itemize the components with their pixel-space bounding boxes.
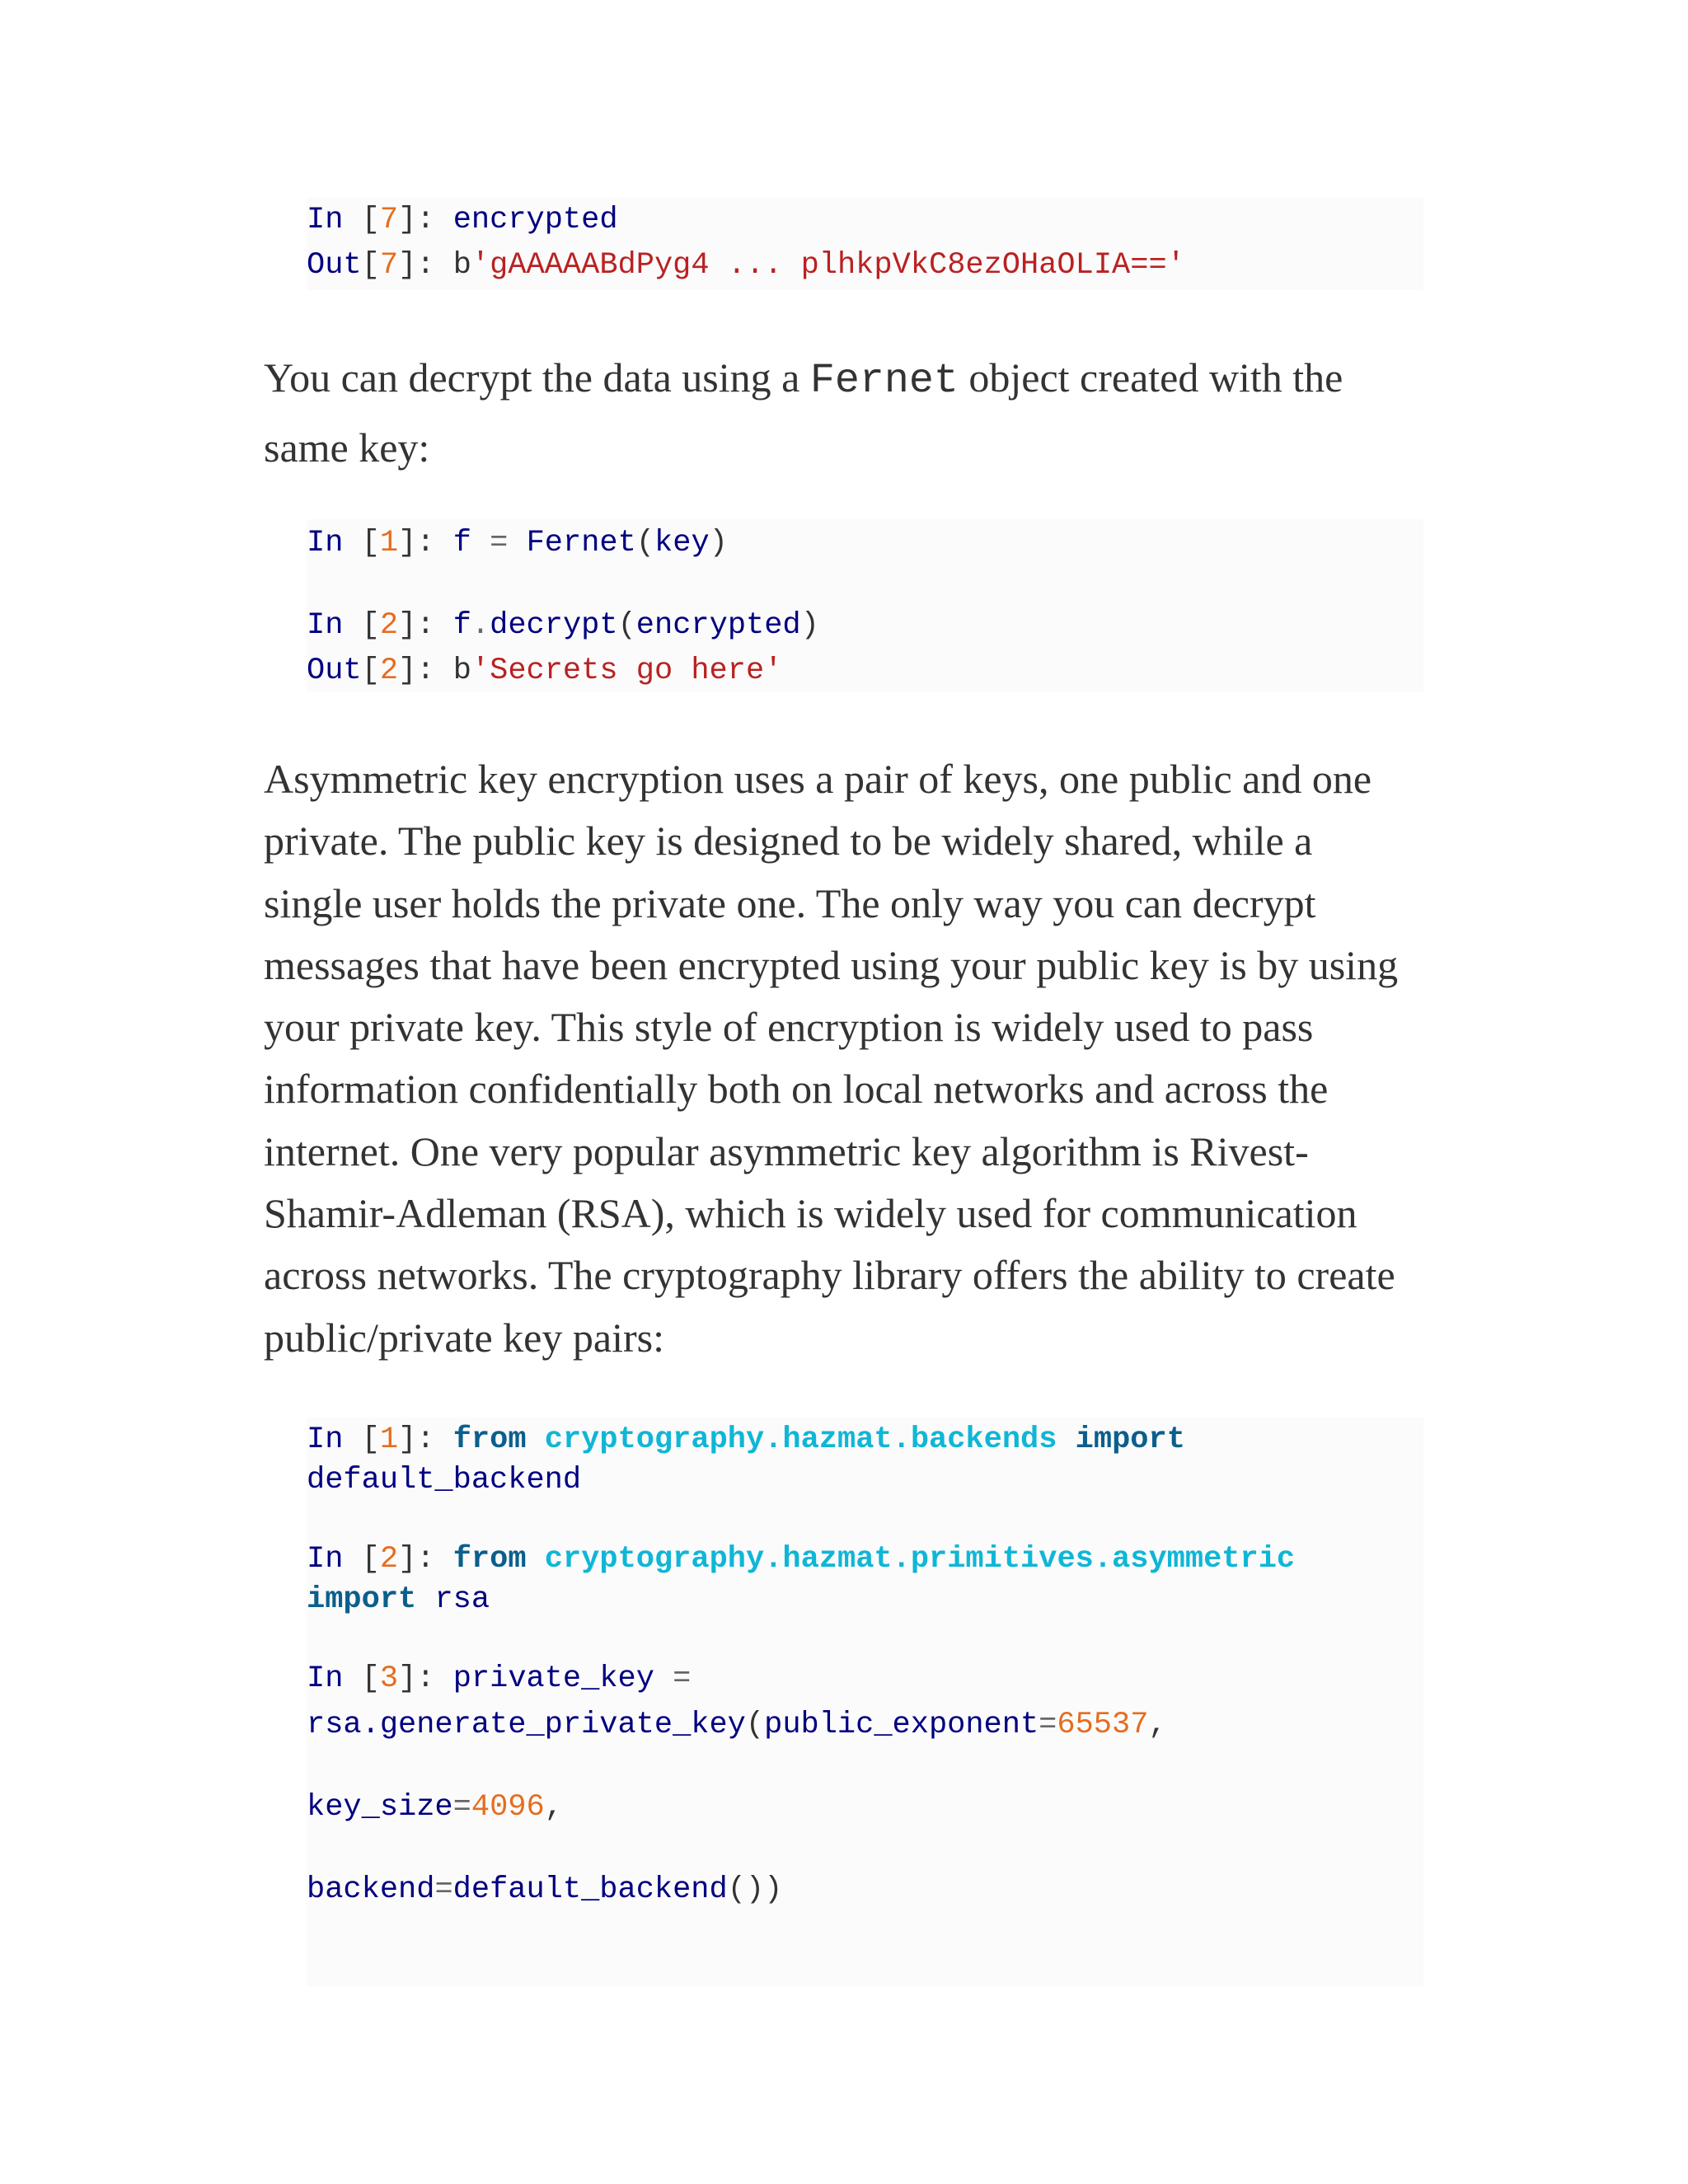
code-line (307, 1577, 490, 1623)
code-identifier: f (452, 608, 471, 643)
paragraph-line (264, 344, 1451, 415)
prompt-label: In (307, 608, 344, 643)
code-line: In [1]: f = Fernet(key) (307, 526, 728, 560)
prompt-number: 3 (379, 1661, 399, 1696)
prompt-label: Out (307, 248, 362, 283)
module-name: cryptography.hazmat.backends (544, 1422, 1057, 1457)
code-line: In [2]: from cryptography.hazmat.primitives.asymmetric (307, 1542, 1296, 1577)
code-identifier: rsa.generate_private_key (307, 1708, 746, 1742)
code-line: Out[2]: b'Secrets go here' (307, 654, 783, 688)
paragraph-line: single user holds the private one. The only way you can decrypt (264, 879, 1316, 926)
string-literal: 'gAAAAABdPyg4 ... plhkpVkC8ezOHaOLIA==' (471, 248, 1185, 283)
code-operator: . (471, 608, 490, 643)
number-literal: 4096 (471, 1790, 545, 1825)
code-block-output-encrypted (307, 198, 1423, 290)
prompt-number: 2 (379, 654, 399, 688)
paragraph-line: same key: (264, 424, 430, 471)
code-line (307, 1458, 581, 1503)
code-identifier: decrypt (490, 608, 618, 643)
code-block-rsa-keygen (307, 1418, 1423, 1986)
paragraph-line: messages that have been encrypted using your public key is by using (264, 941, 1399, 988)
code-operator: = (490, 526, 509, 560)
code-identifier: rsa (434, 1582, 490, 1617)
code-identifier: key_size (307, 1790, 453, 1825)
prompt-number: 7 (379, 248, 399, 283)
code-line: In [1]: from cryptography.hazmat.backends import (307, 1422, 1185, 1457)
paragraph-line: your private key. This style of encryption is widely used to pass (264, 1004, 1314, 1051)
text-run: object created with the (958, 354, 1343, 401)
paragraph-line: Shamir-Adleman (RSA), which is widely used for communication (264, 1190, 1357, 1237)
prompt-number: 1 (379, 1422, 399, 1457)
code-identifier: encrypted (635, 608, 801, 643)
keyword-from: from (452, 1422, 527, 1457)
prompt-label: In (307, 526, 344, 560)
prompt-label: In (307, 1542, 344, 1577)
prompt-number: 7 (379, 203, 399, 237)
prompt-label: In (307, 1661, 344, 1696)
code-identifier: public_exponent (764, 1708, 1039, 1742)
code-line: In [3]: private_key = (307, 1661, 692, 1696)
paragraph-line: public/private key pairs: (264, 1314, 664, 1361)
module-name: cryptography.hazmat.primitives.asymmetric (544, 1542, 1296, 1577)
number-literal: 65537 (1057, 1708, 1149, 1742)
bytes-prefix: b (452, 654, 471, 688)
keyword-import: import (1075, 1422, 1185, 1457)
inline-code-fernet: Fernet (809, 358, 959, 405)
keyword-from: from (452, 1542, 527, 1577)
paragraph-decrypt-intro (264, 344, 1451, 480)
code-identifier: f (452, 526, 471, 560)
text-run: You can decrypt the data using a (264, 354, 810, 401)
code-operator: = (673, 1661, 692, 1696)
code-line: rsa.generate_private_key(public_exponent=65537, (307, 1708, 1167, 1742)
paragraph-line: information confidentially both on local networks and across the (264, 1066, 1329, 1113)
code-identifier: default_backend (452, 1872, 728, 1907)
paragraph-line: private. The public key is designed to be widely shared, while a (264, 818, 1313, 865)
code-identifier: Fernet (526, 526, 636, 560)
code-line: In [7]: encrypted (307, 203, 618, 237)
bytes-prefix: b (452, 248, 471, 283)
code-line: key_size=4096, (307, 1790, 563, 1825)
prompt-label: Out (307, 654, 362, 688)
code-identifier: private_key (452, 1661, 654, 1696)
prompt-number: 2 (379, 1542, 399, 1577)
code-block-decrypt (307, 519, 1423, 692)
prompt-label: In (307, 1422, 344, 1457)
prompt-number: 1 (379, 526, 399, 560)
code-line: backend=default_backend()) (307, 1872, 783, 1907)
keyword-import: import (307, 1582, 417, 1617)
code-line: In [2]: f.decrypt(encrypted) (307, 608, 819, 643)
code-identifier: key (654, 526, 710, 560)
code-line: Out[7]: b'gAAAAABdPyg4 ... plhkpVkC8ezOHaOLIA==' (307, 248, 1185, 283)
paragraph-line: across networks. The cryptography library offers the ability to create (264, 1252, 1395, 1299)
paragraph-line: Asymmetric key encryption uses a pair of keys, one public and one (264, 756, 1372, 802)
code-identifier: default_backend (307, 1463, 582, 1497)
string-literal: 'Secrets go here' (471, 654, 783, 688)
paragraph-line: internet. One very popular asymmetric key algorithm is Rivest- (264, 1127, 1309, 1174)
paragraph-asymmetric (264, 748, 1451, 1369)
code-text: encrypted (452, 203, 618, 237)
code-identifier: backend (307, 1872, 435, 1907)
prompt-label: In (307, 203, 344, 237)
prompt-number: 2 (379, 608, 399, 643)
